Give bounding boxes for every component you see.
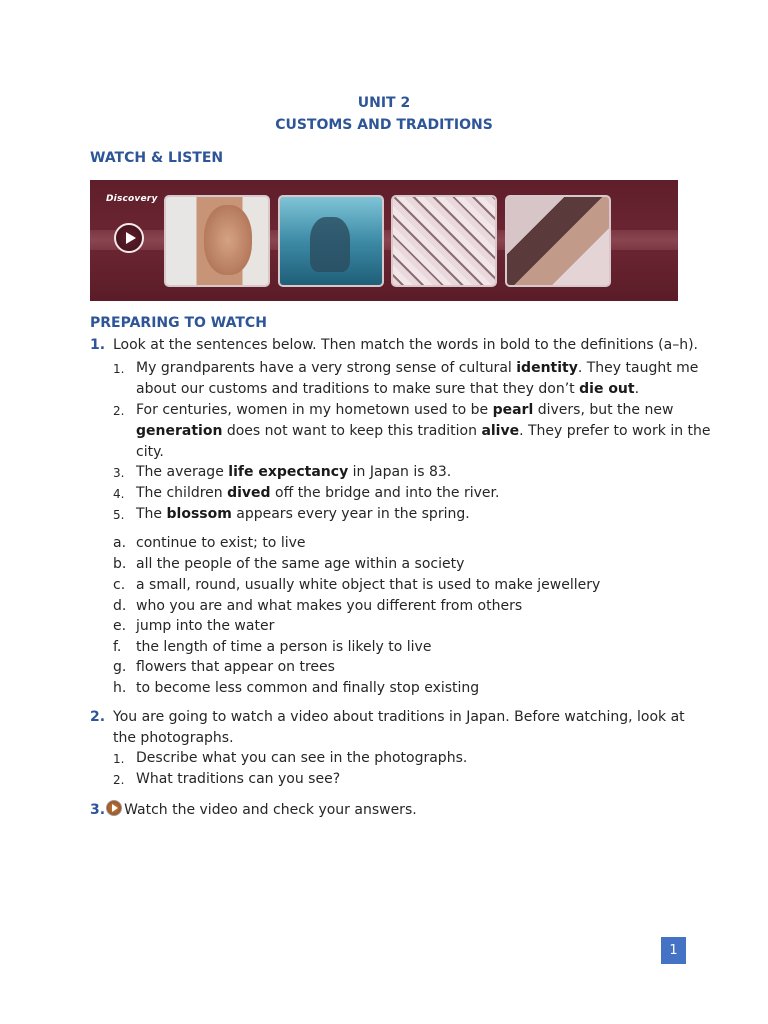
sentence-1: My grandparents have a very strong sense of cultural identity. They taught me xyxy=(136,360,699,376)
definition-letter: a. xyxy=(113,535,127,551)
sentence-5: The blossom appears every year in the spring. xyxy=(136,506,470,522)
elderly-woman-photo xyxy=(164,195,270,287)
sentence-1-number: 1. xyxy=(113,362,125,376)
q2-item-text: Describe what you can see in the photographs. xyxy=(136,750,468,766)
definition-letter: b. xyxy=(113,556,127,572)
definition-text: who you are and what makes you different from others xyxy=(136,598,523,614)
unit-number: UNIT 2 xyxy=(357,95,411,111)
definition-text: all the people of the same age within a society xyxy=(136,556,465,572)
sentence-2-line-3: city. xyxy=(136,444,164,460)
play-icon[interactable] xyxy=(114,223,144,253)
definition-letter: e. xyxy=(113,618,127,634)
definition-letter: c. xyxy=(113,577,126,593)
sentence-4: The children dived off the bridge and into the river. xyxy=(136,485,500,501)
question-3: 3. Watch the video and check your answers. xyxy=(90,802,417,818)
definition-text: flowers that appear on trees xyxy=(136,659,335,675)
question-2-text: You are going to watch a video about traditions in Japan. Before watching, look at xyxy=(113,709,685,725)
sentence-2: For centuries, women in my hometown used to be pearl divers, but the new xyxy=(136,402,674,418)
unit-title: CUSTOMS AND TRADITIONS xyxy=(275,117,493,133)
discovery-logo: Discovery xyxy=(106,194,158,204)
question-1-number: 1. xyxy=(90,337,106,353)
sentence-2-number: 2. xyxy=(113,404,125,418)
video-banner[interactable] xyxy=(90,180,678,301)
sentence-3: The average life expectancy in Japan is 83. xyxy=(136,464,452,480)
play-video-icon[interactable] xyxy=(106,800,122,816)
face-shape xyxy=(204,205,252,275)
definition-letter: h. xyxy=(113,680,127,696)
cherry-blossom-crowd-photo xyxy=(391,195,497,287)
question-2-number: 2. xyxy=(90,709,106,725)
section-heading-preparing: PREPARING TO WATCH xyxy=(90,315,267,331)
definition-text: to become less common and finally stop existing xyxy=(136,680,480,696)
sentence-5-number: 5. xyxy=(113,508,125,522)
sentence-4-number: 4. xyxy=(113,487,125,501)
question-1-instruction: Look at the sentences below. Then match the words in bold to the definitions (a–h). xyxy=(113,337,698,353)
sentence-2-line-2: generation does not want to keep this tradition alive. They prefer to work in the xyxy=(136,423,711,439)
people-under-trees-photo xyxy=(505,195,611,287)
definition-text: the length of time a person is likely to live xyxy=(136,639,432,655)
definition-letter: g. xyxy=(113,659,127,675)
section-heading-watch-listen: WATCH & LISTEN xyxy=(90,150,224,166)
sentence-3-number: 3. xyxy=(113,466,125,480)
pearl-diver-photo xyxy=(278,195,384,287)
q2-item-text: What traditions can you see? xyxy=(136,771,341,787)
q2-item-number: 2. xyxy=(113,773,125,787)
page-number: 1 xyxy=(661,937,686,964)
sentence-1-line-2: about our customs and traditions to make sure that they don’t die out. xyxy=(136,381,640,397)
question-2-text-line-2: the photographs. xyxy=(113,730,234,746)
definition-text: jump into the water xyxy=(136,618,275,634)
definition-letter: d. xyxy=(113,598,127,614)
definition-text: a small, round, usually white object that is used to make jewellery xyxy=(136,577,601,593)
definition-text: continue to exist; to live xyxy=(136,535,306,551)
diver-shape xyxy=(310,217,350,272)
q2-item-number: 1. xyxy=(113,752,125,766)
definition-letter: f. xyxy=(113,639,122,655)
